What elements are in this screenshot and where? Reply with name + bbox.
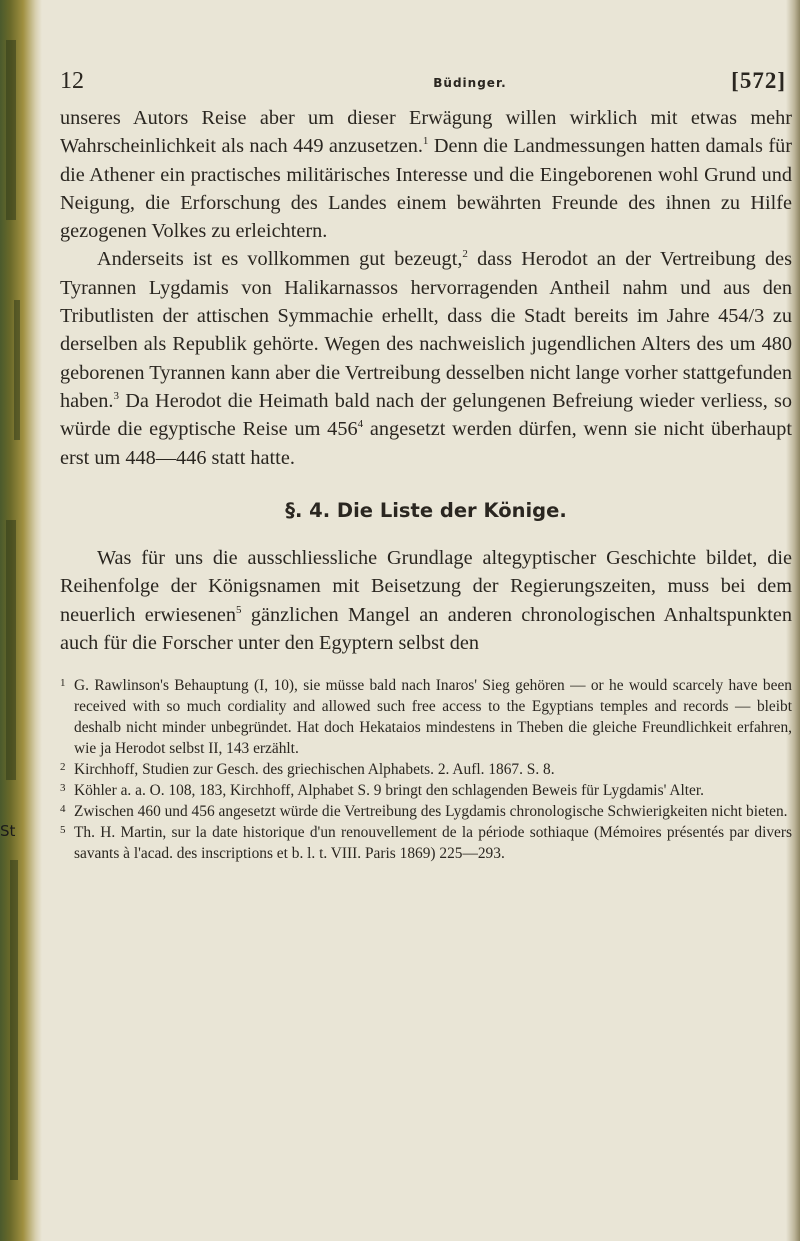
main-text [60,104,792,657]
footnote-ref-1: 1 [422,135,429,148]
paragraph-1: unseres Autors Reise aber um dieser Erwägung willen wirklich mit etwas mehr Wahrscheinlichkeit als nach 449 anzusetzen.$^1$ Denn die Landmessungen hatten damals für die Athener ein practisches militärisches Interesse und die Eingeborenen wohl Grund und Neigung, die Erforschung des Landes einem bewährten Freunde des ihnen zu Hilfe gezogenen Volkes zu erleichtern. [60,107,792,243]
footnote: 5 Th. H. Martin, sur la date historique d'un renouvellement de la période sothiaque (Mémoires présentés par divers savants à l'acad. des inscriptions et b. l. t. VIII. Paris 1869) 225—293. [60,823,792,862]
section-heading: §. 4. Die Liste der Könige. [285,498,567,522]
footnote-ref-2: 2 [462,248,468,261]
paragraph-2: Anderseits ist es vollkommen gut bezeugt,$^2$ dass Herodot an der Vertreibung des Tyrannen Lygdamis von Halikarnassos hervorragenden Antheil nahm und aus den Tributlisten der attischen Symmachie erhellt, dass die Stadt bereits im Jahre 454/3 zu derselben als Republik gehörte. Wegen des nachweislich jugendlichen Alters des um 480 geborenen Tyrannen kann aber die Vertreibung desselben nicht lange vorher stattgefunden haben.$^3$ Da Herodot die Heimath bald nach der gelungenen Befreiung wieder verliess, so würde die egyptische Reise um $456^4$ angesetzt werden dürfen, wenn sie nicht überhaupt erst um 448—446 statt hatte. [60,248,792,469]
footnotes [60,676,792,864]
footnote: 4 Zwischen 460 und 456 angesetzt würde die Vertreibung des Lygdamis chronologische Schwierigkeiten nicht bieten. [60,802,788,820]
adjacent-page-fragment: St [0,822,16,840]
page-number: 12 [60,68,84,94]
running-title: Büdinger. [433,76,507,90]
paragraph-3: Was für uns die ausschliessliche Grundlage altegyptischer Geschichte bildet, die Reihenfolge der Königsnamen mit Beisetzung der Regierungszeiten, muss bei dem neuerlich erwiesenen$^5$ gänzlichen Mangel an anderen chronologischen Anhaltspunkten auch für die Forscher unter den Egyptern selbst den [60,547,792,655]
footnote-ref-5: 5 [236,603,242,616]
page-header [60,68,792,104]
footnote: 2 Kirchhoff, Studien zur Gesch. des griechischen Alphabets. 2. Aufl. 1867. S. 8. [60,760,555,778]
footnote: 1 G. Rawlinson's Behauptung (I, 10), sie müsse bald nach Inaros' Sieg gehören — or he would scarcely have been received with so much cordiality and allowed such free access to the Egyptians temples and records — bleibt deshalb nicht minder unbegründet. Hat doch Hekataios mindestens in Theben die gleiche Freundlichkeit erfahren, wie ja Herodot selbst II, 143 erzählt. [60,677,792,758]
footnote: 3 Köhler a. a. O. 108, 183, Kirchhoff, Alphabet S. 9 bringt den schlagenden Beweis für Lygdamis' Alter. [60,781,704,799]
book-page [60,68,792,865]
original-folio: [572] [731,68,786,93]
adjacent-page-edge [0,0,42,1241]
footnote-ref-4: 4 [357,418,364,431]
footnote-ref-3: 3 [113,390,119,403]
